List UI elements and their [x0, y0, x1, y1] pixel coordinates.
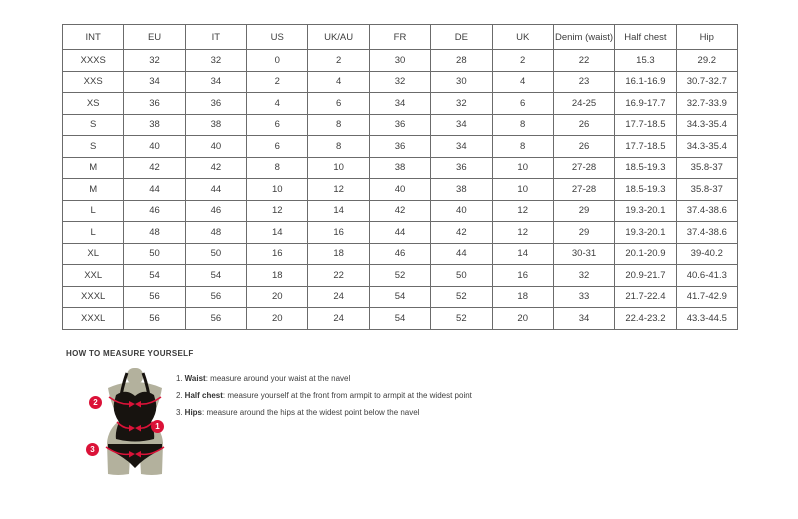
table-cell: 18.5-19.3 [615, 179, 676, 201]
step-number: 3. [176, 408, 183, 417]
table-cell: 6 [492, 93, 553, 115]
waist-measure-badge: 1 [151, 420, 164, 433]
column-header: INT [63, 25, 124, 50]
table-cell: 2 [492, 50, 553, 72]
table-cell: XXS [63, 71, 124, 93]
table-cell: 50 [431, 265, 492, 287]
table-cell: L [63, 200, 124, 222]
table-cell: M [63, 179, 124, 201]
table-cell: 30.7-32.7 [676, 71, 737, 93]
table-cell: 23 [553, 71, 614, 93]
table-cell: 32 [369, 71, 430, 93]
table-cell: 16 [492, 265, 553, 287]
table-cell: 36 [369, 136, 430, 158]
table-cell: 48 [185, 222, 246, 244]
table-row [63, 50, 738, 72]
table-cell: M [63, 157, 124, 179]
table-cell: 32 [553, 265, 614, 287]
camisole [114, 392, 157, 442]
table-cell: 32 [124, 50, 185, 72]
table-cell: 50 [124, 243, 185, 265]
table-cell: 16 [308, 222, 369, 244]
measure-figure [80, 368, 190, 480]
column-header: DE [431, 25, 492, 50]
table-cell: 32.7-33.9 [676, 93, 737, 115]
table-cell: 27-28 [553, 157, 614, 179]
table-cell: 54 [369, 308, 430, 330]
measure-steps [176, 374, 596, 425]
table-cell: 18 [247, 265, 308, 287]
step-number: 2. [176, 391, 183, 400]
table-cell: 54 [124, 265, 185, 287]
table-cell: 33 [553, 286, 614, 308]
table-cell: 2 [247, 71, 308, 93]
table-cell: L [63, 222, 124, 244]
table-cell: 24-25 [553, 93, 614, 115]
table-cell: 46 [185, 200, 246, 222]
table-cell: 22 [308, 265, 369, 287]
table-cell: 40 [431, 200, 492, 222]
table-cell: 16.9-17.7 [615, 93, 676, 115]
table-cell: 38 [185, 114, 246, 136]
table-cell: 4 [308, 71, 369, 93]
table-row [63, 93, 738, 115]
table-cell: 44 [124, 179, 185, 201]
table-cell: 34 [431, 114, 492, 136]
table-cell: 17.7-18.5 [615, 114, 676, 136]
table-cell: 22.4-23.2 [615, 308, 676, 330]
table-cell: 36 [185, 93, 246, 115]
table-cell: 34.3-35.4 [676, 136, 737, 158]
table-cell: 12 [492, 200, 553, 222]
table-cell: 46 [124, 200, 185, 222]
table-row [63, 71, 738, 93]
table-cell: 26 [553, 114, 614, 136]
table-cell: 34 [124, 71, 185, 93]
table-cell: 40 [124, 136, 185, 158]
table-cell: 54 [369, 286, 430, 308]
table-cell: 14 [247, 222, 308, 244]
table-cell: 21.7-22.4 [615, 286, 676, 308]
table-cell: 38 [124, 114, 185, 136]
table-row [63, 265, 738, 287]
step-label: Half chest [184, 391, 223, 400]
table-cell: 2 [308, 50, 369, 72]
table-cell: 37.4-38.6 [676, 200, 737, 222]
table-cell: 12 [247, 200, 308, 222]
table-cell: 52 [431, 286, 492, 308]
table-cell: 24 [308, 308, 369, 330]
table-row [63, 114, 738, 136]
table-cell: 40.6-41.3 [676, 265, 737, 287]
column-header: FR [369, 25, 430, 50]
mannequin-neck [127, 368, 143, 384]
table-cell: 42 [431, 222, 492, 244]
table-cell: 27-28 [553, 179, 614, 201]
table-cell: 16 [247, 243, 308, 265]
table-row [63, 308, 738, 330]
table-cell: 6 [247, 114, 308, 136]
table-cell: 56 [124, 308, 185, 330]
size-chart-body [63, 50, 738, 330]
measure-guide-heading: HOW TO MEASURE YOURSELF [66, 349, 194, 358]
table-row [63, 222, 738, 244]
table-cell: 39-40.2 [676, 243, 737, 265]
table-cell: S [63, 114, 124, 136]
table-row [63, 200, 738, 222]
table-cell: 6 [247, 136, 308, 158]
table-cell: 19.3-20.1 [615, 200, 676, 222]
table-row [63, 286, 738, 308]
table-cell: 20.1-20.9 [615, 243, 676, 265]
table-cell: 19.3-20.1 [615, 222, 676, 244]
table-cell: 42 [185, 157, 246, 179]
table-cell: 6 [308, 93, 369, 115]
table-cell: 8 [308, 114, 369, 136]
table-cell: 42 [369, 200, 430, 222]
table-cell: 44 [185, 179, 246, 201]
table-cell: 32 [431, 93, 492, 115]
table-cell: 34 [185, 71, 246, 93]
table-cell: 20 [492, 308, 553, 330]
table-cell: 29.2 [676, 50, 737, 72]
table-cell: 18 [308, 243, 369, 265]
table-cell: 37.4-38.6 [676, 222, 737, 244]
table-cell: 40 [369, 179, 430, 201]
table-cell: 22 [553, 50, 614, 72]
table-cell: XL [63, 243, 124, 265]
table-cell: 20 [247, 286, 308, 308]
column-header: UK/AU [308, 25, 369, 50]
table-cell: 17.7-18.5 [615, 136, 676, 158]
table-cell: 43.3-44.5 [676, 308, 737, 330]
table-cell: 56 [185, 308, 246, 330]
table-cell: 12 [308, 179, 369, 201]
size-chart-header-row [63, 25, 738, 50]
table-cell: 4 [247, 93, 308, 115]
table-cell: 10 [492, 179, 553, 201]
table-cell: 56 [185, 286, 246, 308]
table-cell: 44 [369, 222, 430, 244]
table-cell: XXL [63, 265, 124, 287]
table-row [63, 136, 738, 158]
step-text: : measure around your waist at the navel [205, 374, 351, 383]
table-cell: 12 [492, 222, 553, 244]
table-cell: XS [63, 93, 124, 115]
table-cell: 34 [369, 93, 430, 115]
table-cell: 46 [369, 243, 430, 265]
table-cell: 32 [185, 50, 246, 72]
table-cell: 18 [492, 286, 553, 308]
step-number: 1. [176, 374, 183, 383]
table-row [63, 243, 738, 265]
table-cell: 29 [553, 200, 614, 222]
table-cell: 44 [431, 243, 492, 265]
table-cell: 4 [492, 71, 553, 93]
chest-measure-badge: 2 [89, 396, 102, 409]
table-cell: 20.9-21.7 [615, 265, 676, 287]
table-row [63, 157, 738, 179]
table-cell: 30 [369, 50, 430, 72]
table-cell: 30 [431, 71, 492, 93]
table-cell: XXXL [63, 286, 124, 308]
table-cell: 35.8-37 [676, 179, 737, 201]
hips-measure-badge: 3 [86, 443, 99, 456]
table-cell: 34 [431, 136, 492, 158]
table-cell: 16.1-16.9 [615, 71, 676, 93]
step-label: Waist [184, 374, 206, 383]
table-cell: 29 [553, 222, 614, 244]
step-text: : measure yourself at the front from armpit to armpit at the widest point [222, 391, 472, 400]
table-cell: 15.3 [615, 50, 676, 72]
table-cell: 50 [185, 243, 246, 265]
table-cell: 10 [247, 179, 308, 201]
table-cell: 8 [492, 136, 553, 158]
measure-step [176, 391, 596, 400]
column-header: EU [124, 25, 185, 50]
table-cell: 54 [185, 265, 246, 287]
table-cell: XXXS [63, 50, 124, 72]
table-cell: 41.7-42.9 [676, 286, 737, 308]
column-header: Half chest [615, 25, 676, 50]
table-cell: 10 [492, 157, 553, 179]
column-header: Denim (waist) [553, 25, 614, 50]
table-cell: 36 [431, 157, 492, 179]
table-cell: 36 [124, 93, 185, 115]
table-cell: 38 [431, 179, 492, 201]
size-chart-table [62, 24, 738, 330]
step-text: : measure around the hips at the widest point below the navel [202, 408, 420, 417]
table-cell: S [63, 136, 124, 158]
table-cell: 20 [247, 308, 308, 330]
table-cell: 30-31 [553, 243, 614, 265]
column-header: IT [185, 25, 246, 50]
table-cell: 36 [369, 114, 430, 136]
mannequin-illustration [80, 368, 190, 480]
column-header: Hip [676, 25, 737, 50]
table-cell: 42 [124, 157, 185, 179]
table-cell: 24 [308, 286, 369, 308]
table-cell: 48 [124, 222, 185, 244]
table-cell: 28 [431, 50, 492, 72]
column-header: UK [492, 25, 553, 50]
column-header: US [247, 25, 308, 50]
table-cell: 34 [553, 308, 614, 330]
table-cell: 14 [308, 200, 369, 222]
table-cell: 0 [247, 50, 308, 72]
table-cell: 52 [369, 265, 430, 287]
table-cell: 40 [185, 136, 246, 158]
measure-step [176, 374, 596, 383]
measure-step [176, 408, 596, 417]
table-row [63, 179, 738, 201]
table-cell: 8 [247, 157, 308, 179]
table-cell: 52 [431, 308, 492, 330]
table-cell: XXXL [63, 308, 124, 330]
table-cell: 38 [369, 157, 430, 179]
table-cell: 35.8-37 [676, 157, 737, 179]
table-cell: 34.3-35.4 [676, 114, 737, 136]
table-cell: 18.5-19.3 [615, 157, 676, 179]
table-cell: 8 [308, 136, 369, 158]
table-cell: 26 [553, 136, 614, 158]
table-cell: 14 [492, 243, 553, 265]
step-label: Hips [184, 408, 203, 417]
table-cell: 8 [492, 114, 553, 136]
table-cell: 10 [308, 157, 369, 179]
table-cell: 56 [124, 286, 185, 308]
